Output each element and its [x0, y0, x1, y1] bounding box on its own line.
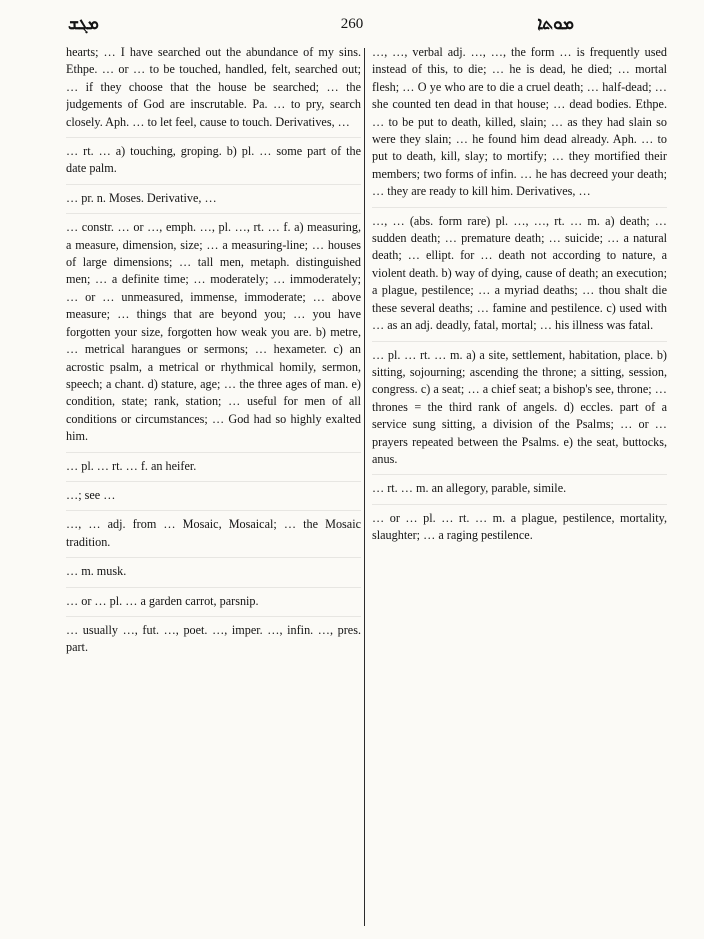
column-rule	[364, 48, 365, 926]
dictionary-entry: … rt. … a) touching, groping. b) pl. … some part of the date palm.	[66, 137, 361, 178]
dictionary-entry: … rt. … m. an allegory, parable, simile.	[372, 474, 667, 497]
dictionary-entry: … constr. … or …, emph. …, pl. …, rt. … f. a) measuring, a measure, dimension, size; … a measuring-line; … houses of large dimensions; … tall men, metaph. distinguished men; … a definite time; … moderately; … immoderately; … or … unmeasured, immense, immoderate; … above measure; … things that are beyond you; … you have forgotten your size, forgotten how weak you are. b) metre, … metrical harangues or sermons; … hexameter. c) an acrostic psalm, a metrical or rhythmical homily, sermon, speech; a chant. d) stature, age; … the three ages of man. e) condition, state; rank, station; … useful for men of all conditions or circumstances; … God had so highly exalted him.	[66, 213, 361, 445]
dictionary-entry: … usually …, fut. …, poet. …, imper. …, infin. …, pres. part.	[66, 616, 361, 657]
dictionary-entry: …, … (abs. form rare) pl. …, …, rt. … m. a) death; … sudden death; … premature death; … suicide; … a natural death; … ellipt. for … death not according to nature, a violent death. b) way of dying, cause of death; an execution; a plague, pestilence; … a myriad deaths; … thou shalt die these several deaths; … famine and pestilence. c) used with … as an adj. deadly, fatal, mortal; … his illness was fatal.	[372, 207, 667, 335]
dictionary-entry: … or … pl. … rt. … m. a plague, pestilence, mortality, slaughter; … a raging pestilence.	[372, 504, 667, 545]
dictionary-entry: … m. musk.	[66, 557, 361, 580]
dictionary-entry: … or … pl. … a garden carrot, parsnip.	[66, 587, 361, 610]
right-running-head: ܡܘܬܐ	[537, 14, 574, 34]
left-column	[66, 44, 361, 934]
dictionary-entry: hearts; … I have searched out the abundance of my sins. Ethpe. … or … to be touched, handled, felt, searched out; … if they choose that the house be searched; … the judgements of God are inscrutable. Pa. … to pry, search closely. Aph. … to let feel, cause to touch. Derivatives, …	[66, 45, 361, 129]
page-header	[60, 12, 644, 42]
left-running-head: ܡܓܫ	[68, 14, 99, 34]
page-number: 260	[340, 16, 364, 32]
dictionary-entry: …; see …	[66, 481, 361, 504]
right-column	[372, 44, 667, 934]
dictionary-entry: …, … adj. from … Mosaic, Mosaical; … the Mosaic tradition.	[66, 510, 361, 551]
dictionary-entry: … pl. … rt. … m. a) a site, settlement, habitation, place. b) sitting, sojourning; ascending the throne; a sitting, session, congress. c) a seat; … a chief seat; a bishop's see, throne; … thrones = the third rank of angels. d) eccles. part of a service sung sitting, a division of the Psalms; … or … prayers repeated between the Psalms. e) the seat, buttocks, anus.	[372, 341, 667, 469]
dictionary-entry: …, …, verbal adj. …, …, the form … is frequently used instead of this, to die; … he is dead, he died; … mortal flesh; … O ye who are to die a cruel death; … half-dead; … she counted ten dead in that house; … dead bodies. Ethpe. … to be put to death, killed, slain; … as they had slain so were they slain; … he found him dead already. Aph. … to put to death, kill, slay; to mortify; … they mortified their members; two forms of infin. … he has decreed your death; … they are ready to kill him. Derivatives, …	[372, 45, 667, 199]
dictionary-entry: … pl. … rt. … f. an heifer.	[66, 452, 361, 475]
dictionary-entry: … pr. n. Moses. Derivative, …	[66, 184, 361, 207]
